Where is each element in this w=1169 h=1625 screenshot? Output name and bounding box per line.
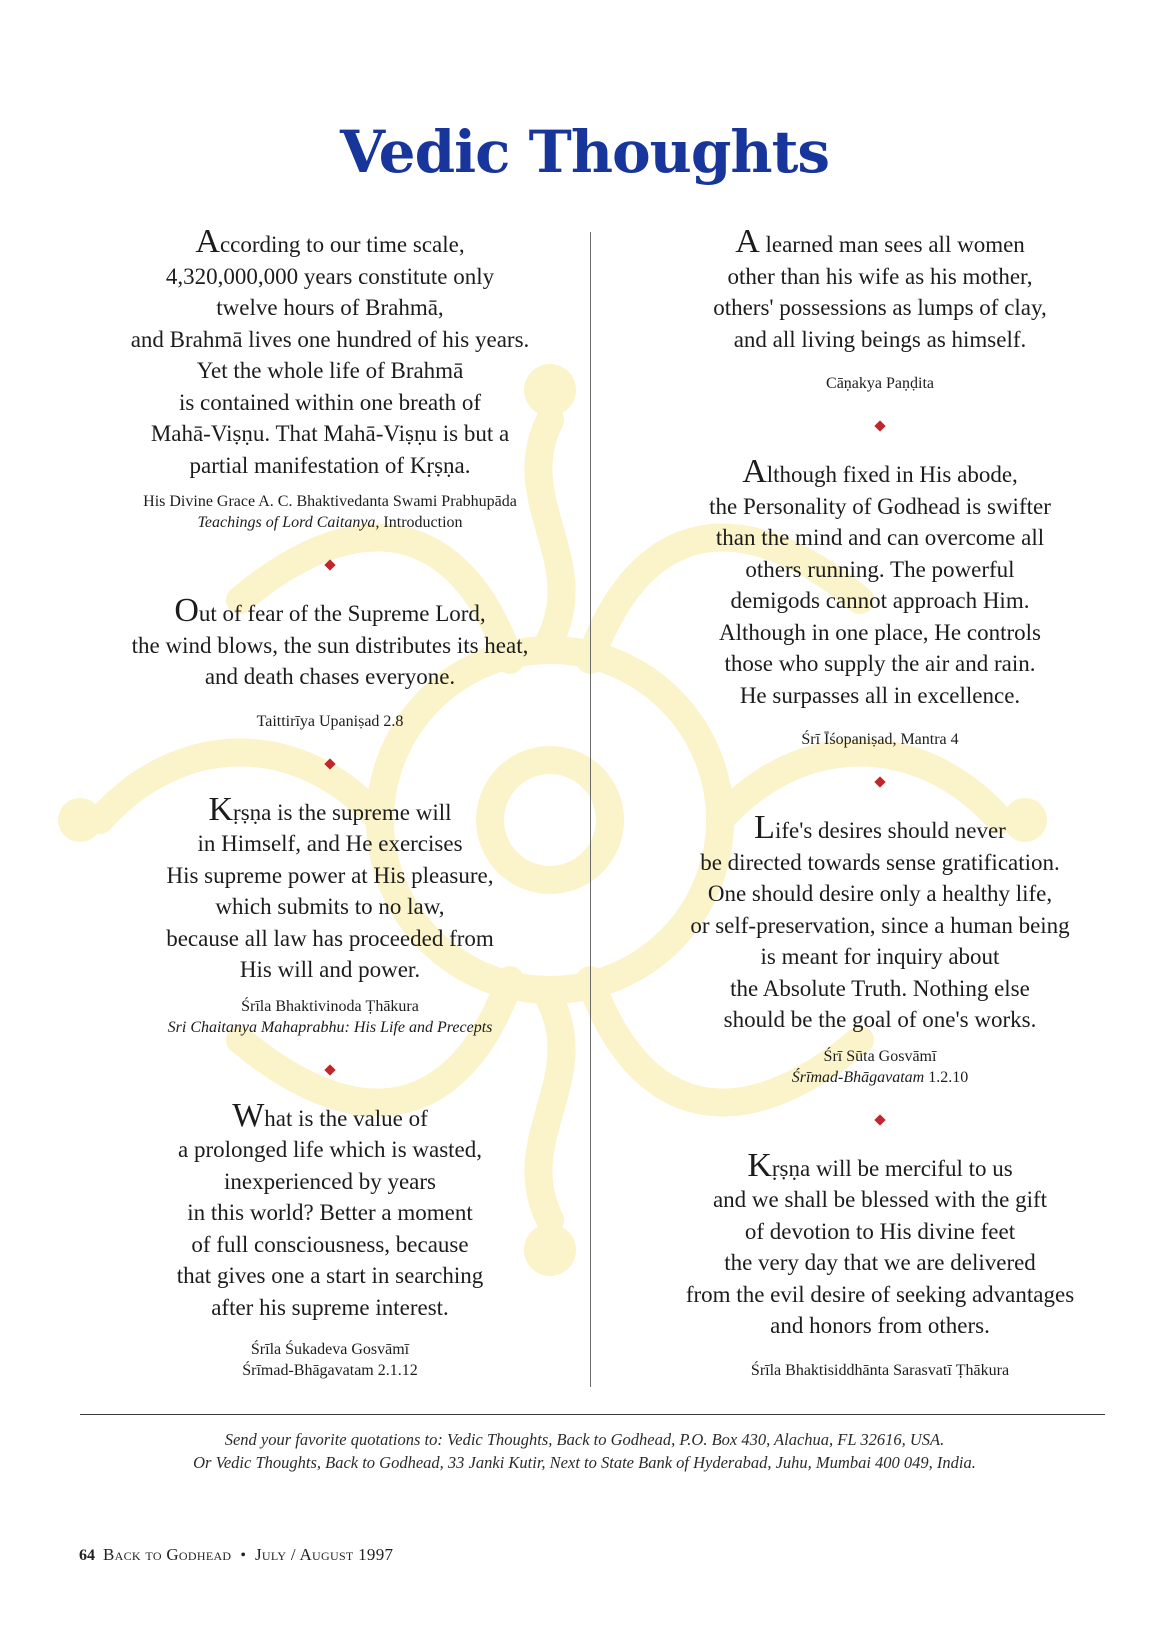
work-title: Teachings of Lord Caitanya, [197,514,380,531]
submission-note-line: Or Vedic Thoughts, Back to Godhead, 33 Janki Kutir, Next to State Bank of Hyderabad, Juhu, Mumbai 400 049, India. [193,1453,976,1472]
quote-body: ṛṣṇa will be merciful to us and we shall be blessed with the gift of devotion to His divine feet the very day that we are delivered from the evil desire of seeking advantages and honors from others. [685,1155,1075,1338]
drop-cap: O [174,592,199,629]
quote-block [75,223,585,533]
quote-block [610,1146,1150,1381]
quote-attribution [610,1360,1150,1381]
quote-body: lthough fixed in His abode, the Personality of Godhead is swifter than the mind and can overcome all others running. The powerful demigods cannot approach Him. Although in one place, He controls those who supply the air and rain. He surpasses all in excellence. [709,462,1051,708]
submission-note-line: Send your favorite quotations to: Vedic Thoughts, Back to Godhead, P.O. Box 430, Alachua, FL 32616, USA. [224,1430,945,1449]
work-title: Śrīmad-Bhāgavatam [791,1068,925,1086]
quote-attribution [610,729,1150,750]
column-divider [590,232,591,1387]
quote-block [75,1096,585,1382]
attribution-author: Śrīla Bhaktisiddhānta Sarasvatī Ṭhākura [750,1361,1010,1379]
diamond-separator-icon [324,559,335,570]
publication-name: Back to Godhead [103,1545,232,1564]
drop-cap: A [742,453,767,490]
quote-body: hat is the value of a prolonged life which is wasted, inexperienced by years in this world? Better a moment of full consciousness, because that gives one a start in searching after his supreme interest. [176,1105,484,1320]
page-folio [79,1545,393,1565]
work-title: Sri Chaitanya Mahaprabhu: His Life and Precepts [167,1018,493,1036]
attribution-author: Śrīla Śukadeva Gosvāmī [250,1341,410,1358]
work-title: Śrīmad-Bhāgavatam 2.1.12 [242,1362,418,1379]
attribution-author: Śrī Sūta Gosvāmī [823,1047,937,1065]
quote-text [610,453,1150,711]
page-title: Vedic Thoughts [339,118,830,186]
diamond-separator-icon [874,776,885,787]
diamond-separator-icon [324,1064,335,1075]
quote-text [75,592,585,693]
quote-body: ife's desires should never be directed towards sense gratification. One should desire only a healthy life, or self-preservation, since a human being is meant for inquiry about the Absolute Truth. Nothing else should be the goal of one's works. [690,818,1070,1032]
attribution-work [75,512,585,533]
quote-text [610,223,1150,355]
issue-date: July / August 1997 [255,1545,394,1564]
quote-attribution [75,996,585,1038]
quote-block [75,592,585,732]
quote-body: ccording to our time scale, 4,320,000,000 years constitute only twelve hours of Brahmā, and Brahmā lives one hundred of his years. Yet the whole life of Brahmā is contained within one breath of Mahā-Viṣṇu. That Mahā-Viṣṇu is but a partial manifestation of Kṛṣṇa. [130,232,530,478]
drop-cap: L [754,809,775,846]
work-detail: 1.2.10 [928,1068,969,1086]
diamond-separator-icon [874,420,885,431]
attribution-work [610,1067,1150,1088]
quote-block [610,809,1150,1088]
quote-body: ut of fear of the Supreme Lord, the wind blows, the sun distributes its heat, and death chases everyone. [131,601,529,689]
page-number: 64 [79,1547,95,1564]
quote-block [610,453,1150,750]
quote-body: ṛṣṇa is the supreme will in Himself, and He exercises His supreme power at His pleasure, which submits to no law, because all law has proceeded from His will and power. [166,799,494,982]
submission-note [0,1428,1169,1474]
work-detail: Introduction [383,514,463,531]
attribution-author: Cāṇakya Paṇḍita [826,375,934,392]
folio-separator: • [240,1547,247,1564]
quote-text [610,809,1150,1036]
drop-cap: K [208,790,234,828]
right-column [610,223,1150,1381]
drop-cap: A [735,223,760,260]
attribution-author: His Divine Grace A. C. Bhaktivedanta Swami Prabhupāda [143,493,517,510]
left-column [75,223,585,1381]
quote-text [75,1096,585,1324]
quote-body: learned man sees all women other than his wife as his mother, others' possessions as lumps of clay, and all living beings as himself. [713,232,1047,352]
quote-attribution [610,1046,1150,1088]
quote-attribution [75,491,585,533]
attribution-author: Śrī Īśopaniṣad, Mantra 4 [801,731,959,748]
drop-cap: W [232,1096,265,1134]
attribution-author: Śrīla Bhaktivinoda Ṭhākura [241,997,419,1015]
quote-block [610,223,1150,394]
footer-rule [80,1414,1105,1415]
diamond-separator-icon [874,1114,885,1125]
quote-attribution [610,373,1150,394]
quote-text [610,1146,1150,1342]
quote-text [75,223,585,481]
quote-block [75,790,585,1038]
diamond-separator-icon [324,758,335,769]
quote-text [75,790,585,986]
drop-cap: K [747,1146,772,1184]
drop-cap: A [195,223,220,260]
quote-attribution [75,1339,585,1381]
quote-attribution [75,711,585,732]
attribution-author: Taittirīya Upaniṣad 2.8 [256,712,404,730]
